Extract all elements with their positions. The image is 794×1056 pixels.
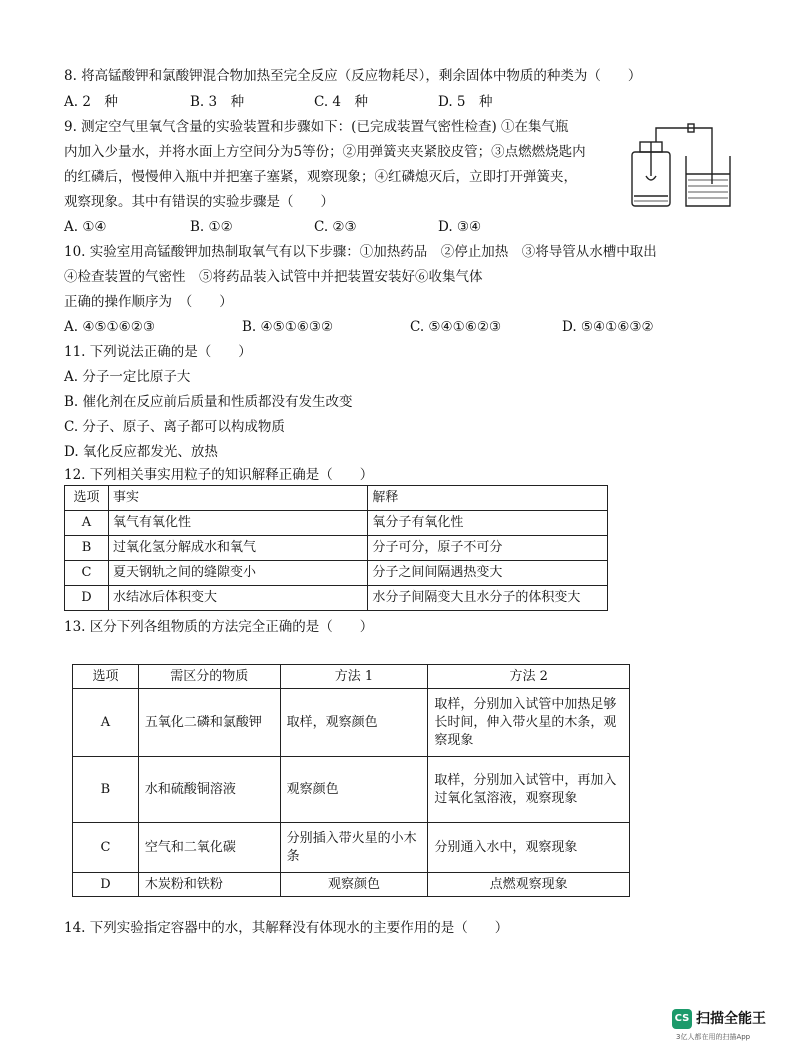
table-cell: 分子可分，原子不可分 [368, 536, 608, 561]
q10-option-d: D. ⑤④①⑥③② [562, 319, 654, 335]
table-header-row [73, 665, 630, 689]
table-cell: 取样，分别加入试管中加热足够长时间，伸入带火星的木条，观察现象 [428, 689, 630, 757]
watermark-name: 扫描全能王 [696, 1011, 766, 1027]
header-cell: 需区分的物质 [138, 665, 280, 689]
table-cell: 过氧化氢分解成水和氧气 [108, 536, 367, 561]
table-cell: 分子之间间隔遇热变大 [368, 561, 608, 586]
table-row [65, 586, 608, 611]
table-row [73, 757, 630, 823]
q8-option-d: D. 5 种 [438, 94, 493, 110]
table-cell: 取样，分别加入试管中，再加入过氧化氢溶液，观察现象 [428, 757, 630, 823]
watermark-subtitle: 3亿人都在用的扫描App [676, 1033, 751, 1041]
q9-option-a: A. ①④ [64, 219, 107, 235]
q13-stem: 13. 区分下列各组物质的方法完全正确的是（ ） [64, 619, 374, 635]
q8-option-b: B. 3 种 [190, 94, 245, 110]
header-cell: 选项 [73, 665, 139, 689]
table-cell: 空气和二氧化碳 [138, 823, 280, 873]
table-cell: 水和硫酸铜溶液 [138, 757, 280, 823]
q8-stem: 8. 将高锰酸钾和氯酸钾混合物加热至完全反应（反应物耗尽），剩余固体中物质的种类为（ ） [64, 68, 642, 84]
q12-table [64, 485, 608, 611]
table-row [73, 873, 630, 897]
q9-option-d: D. ③④ [438, 219, 482, 235]
table-cell: 观察颜色 [280, 757, 428, 823]
q9-line-4: 观察现象。其中有错误的实验步骤是（ ） [64, 194, 334, 210]
table-cell: 氧分子有氧化性 [368, 511, 608, 536]
q12-stem: 12. 下列相关事实用粒子的知识解释正确是（ ） [64, 467, 374, 483]
header-cell: 解释 [368, 486, 608, 511]
table-cell: 五氧化二磷和氯酸钾 [138, 689, 280, 757]
table-cell: 观察颜色 [280, 873, 428, 897]
table-row [65, 511, 608, 536]
table-cell: D [73, 873, 139, 897]
table-cell: 水分子间隔变大且水分子的体积变大 [368, 586, 608, 611]
table-cell: 分别插入带火星的小木条 [280, 823, 428, 873]
q9-line-1: 9. 测定空气里氧气含量的实验装置和步骤如下：(已完成装置气密性检查) ①在集气瓶 [64, 119, 569, 135]
q10-line-2: ④检查装置的气密性 ⑤将药品装入试管中并把装置安装好⑥收集气体 [64, 269, 483, 285]
header-cell: 选项 [65, 486, 109, 511]
apparatus-diagram [628, 116, 734, 210]
q13-table [72, 664, 630, 897]
table-cell: B [65, 536, 109, 561]
table-header-row [65, 486, 608, 511]
table-row [73, 689, 630, 757]
table-row [73, 823, 630, 873]
table-cell: 分别通入水中，观察现象 [428, 823, 630, 873]
q11-option-b: B. 催化剂在反应前后质量和性质都没有发生改变 [64, 394, 353, 410]
table-cell: A [65, 511, 109, 536]
q11-stem: 11. 下列说法正确的是（ ） [64, 344, 252, 360]
q8-option-a: A. 2 种 [64, 94, 118, 110]
q9-line-3: 的红磷后，慢慢伸入瓶中并把塞子塞紧，观察现象；④红磷熄灭后，立即打开弹簧夹， [64, 169, 577, 185]
table-cell: 水结冰后体积变大 [108, 586, 367, 611]
q10-option-a: A. ④⑤①⑥②③ [64, 319, 155, 335]
q11-option-a: A. 分子一定比原子大 [64, 369, 191, 385]
q10-line-1: 10. 实验室用高锰酸钾加热制取氧气有以下步骤：①加热药品 ②停止加热 ③将导管从水槽中取出 [64, 244, 657, 260]
q14-stem: 14. 下列实验指定容器中的水，其解释没有体现水的主要作用的是（ ） [64, 920, 509, 936]
table-cell: B [73, 757, 139, 823]
table-row [65, 536, 608, 561]
q8-option-c: C. 4 种 [314, 94, 369, 110]
table-cell: 取样，观察颜色 [280, 689, 428, 757]
table-cell: A [73, 689, 139, 757]
q11-option-c: C. 分子、原子、离子都可以构成物质 [64, 419, 285, 435]
q10-option-b: B. ④⑤①⑥③② [242, 319, 334, 335]
header-cell: 方法 2 [428, 665, 630, 689]
header-cell: 方法 1 [280, 665, 428, 689]
q9-option-b: B. ①② [190, 219, 233, 235]
header-cell: 事实 [108, 486, 367, 511]
q11-option-d: D. 氧化反应都发光、放热 [64, 444, 218, 460]
table-cell: C [73, 823, 139, 873]
q9-option-c: C. ②③ [314, 219, 357, 235]
table-cell: 点燃观察现象 [428, 873, 630, 897]
table-row [65, 561, 608, 586]
q10-line-3: 正确的操作顺序为 （ ） [64, 294, 233, 310]
camscanner-logo-icon: CS [672, 1009, 692, 1029]
table-cell: D [65, 586, 109, 611]
table-cell: 夏天钢轨之间的缝隙变小 [108, 561, 367, 586]
table-cell: 木炭粉和铁粉 [138, 873, 280, 897]
table-cell: C [65, 561, 109, 586]
table-cell: 氧气有氧化性 [108, 511, 367, 536]
q10-option-c: C. ⑤④①⑥②③ [410, 319, 502, 335]
q9-line-2: 内加入少量水，并将水面上方空间分为5等份；②用弹簧夹夹紧胶皮管；③点燃燃烧匙内 [64, 144, 586, 160]
